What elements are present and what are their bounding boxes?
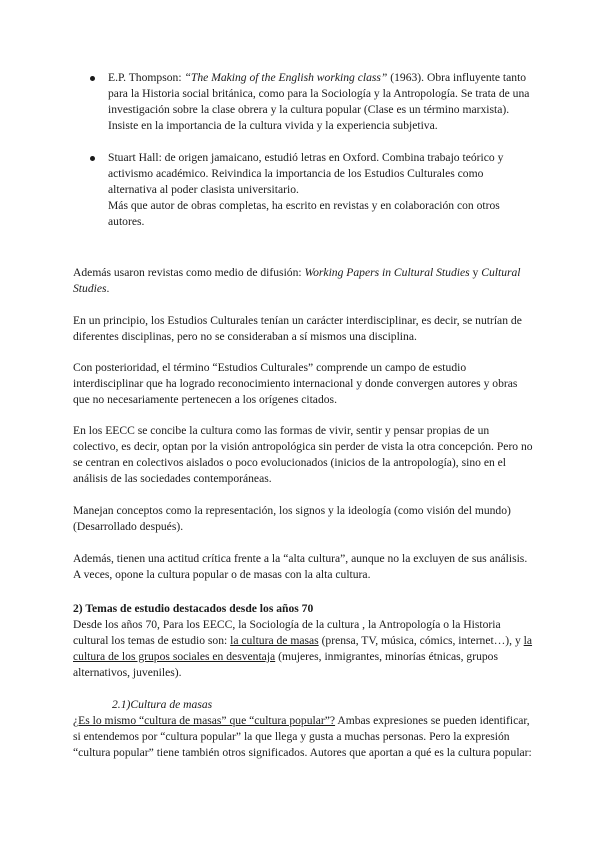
paragraph-journals — [73, 265, 535, 297]
thompson-text — [108, 70, 530, 118]
thompson-rest: (1963). Obra influyente tanto para la Historia social británica, como para la Sociología y la Antropología. Se trata de una investigación sobre la clase obrera y la cultura popular (Clase es un término marxista). — [108, 71, 530, 116]
paragraph-question — [73, 713, 535, 761]
question-rest: Ambas expresiones se pueden identificar, si entendemos por “cultura popular” la que llega y gusta a muchas personas. Pero la expresión “cultura popular” tiene también otros significados. Autores que aportan a qué es la cultura popular: — [73, 714, 532, 759]
hall-rest: : de origen jamaicano, estudió letras en Oxford. Combina trabajo teórico y activismo académico. Reivindica la importancia de los Estudios Culturales como alternativa al poder clasista universitario. — [108, 151, 504, 196]
journal-cultural-studies: Cultural Studies — [73, 266, 521, 295]
topics-end: (mujeres, inmigrantes, minorías étnicas, grupos alternativos, juveniles). — [73, 650, 498, 679]
authors-list — [90, 70, 530, 246]
thompson-lead: E.P. Thompson: — [108, 71, 185, 84]
bullet-icon — [90, 76, 95, 81]
thompson-title: “The Making of the English working class” — [184, 71, 388, 84]
subheading-mass-culture: 2.1)Cultura de masas — [112, 698, 213, 711]
topics-text — [73, 617, 535, 681]
journals-and: y — [469, 266, 482, 279]
paragraph-high-culture: Además, tienen una actitud crítica frente a la “alta cultura”, aunque no la excluyen de sus análisis. A veces, opone la cultura popular o de masas con la alta cultura. — [73, 552, 528, 581]
topic-mass-culture: la cultura de masas — [230, 634, 319, 647]
question-text: ¿Es lo mismo “cultura de masas” que “cultura popular”? — [73, 714, 336, 727]
bullet-icon — [90, 156, 95, 161]
hall-extra: Más que autor de obras completas, ha escrito en revistas y en colaboración con otros autores. — [108, 199, 500, 228]
journals-period: . — [106, 282, 110, 295]
list-item-thompson — [90, 70, 530, 134]
thompson-extra: Insiste en la importancia de la cultura vivida y la experiencia subjetiva. — [108, 119, 438, 132]
topics-mid: (prensa, TV, música, cómics, internet…), y — [318, 634, 524, 647]
paragraph-concepts: Manejan conceptos como la representación, los signos y la ideología (como visión del mundo) (Desarrollado después). — [73, 504, 511, 533]
topics-intro: Desde los años 70, Para los EECC, la Sociología de la cultura , la Antropología o la Historia cultural los temas de estudio son: — [73, 618, 501, 647]
journal-working-papers: Working Papers in Cultural Studies — [304, 266, 470, 279]
paragraph-later: Con posterioridad, el término “Estudios Culturales” comprende un campo de estudio interdisciplinar que ha logrado reconocimiento internacional y donde convergen autores y obras que no necesariamente pertenecen a los orígenes citados. — [73, 361, 518, 406]
list-item-hall — [90, 150, 530, 230]
paragraph-origins: En un principio, los Estudios Culturales tenían un carácter interdisciplinar, es decir, se nutrían de diferentes disciplinas, pero no se consideraban a sí mismos una disciplina. — [73, 314, 522, 343]
hall-lead: Stuart Hall — [108, 151, 159, 164]
journals-text: Además usaron revistas como medio de difusión: — [73, 266, 305, 279]
section-topics — [73, 601, 535, 681]
paragraph-eecc-culture: En los EECC se concibe la cultura como las formas de vivir, sentir y pensar propias de un colectivo, es decir, optan por la visión antropológica sin perder de vista la otra concepción. Pero no se centran en colectivos aislados o poco evolucionados (inicios de la antropología), sino en el análisis de las sociedades contemporáneas. — [73, 424, 533, 485]
hall-text — [108, 150, 530, 198]
section-heading: 2) Temas de estudio destacados desde los años 70 — [73, 602, 314, 615]
topic-disadvantaged-groups: la cultura de los grupos sociales en desventaja — [73, 634, 533, 663]
